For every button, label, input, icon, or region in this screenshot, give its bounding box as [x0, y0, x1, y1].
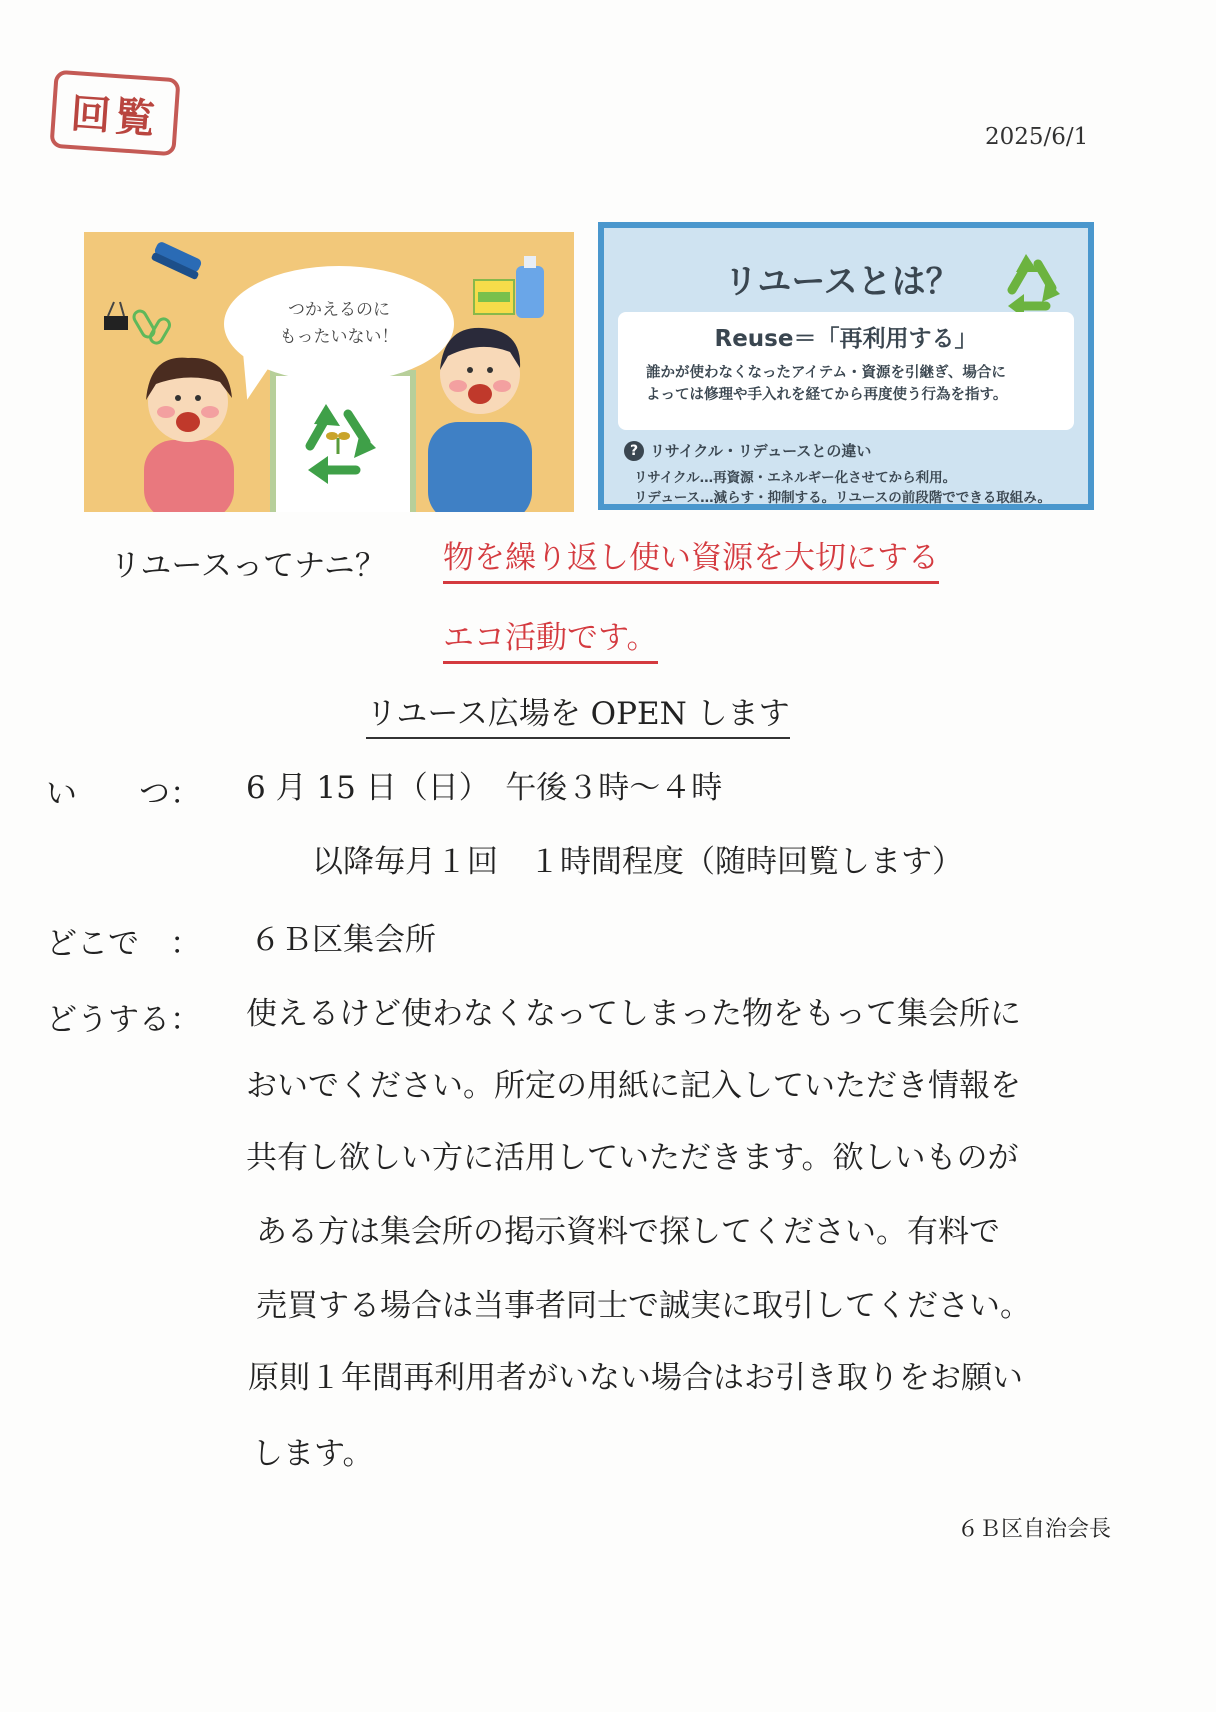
- signature: ６Ｂ区自治会長: [957, 1517, 1112, 1542]
- reuse-definition-heading: Reuse＝「再利用する」: [714, 326, 978, 352]
- speech-bubble-line1: つかえるのに: [288, 299, 390, 320]
- recycle-icon: [994, 246, 1068, 316]
- intro-answer-line1: 物を繰り返し使い資源を大切にする: [443, 532, 939, 584]
- headline: リユース広場を OPEN します: [366, 688, 790, 739]
- how-line-6: 原則１年間再利用者がいない場合はお引き取りをお願い: [248, 1360, 1023, 1396]
- intro-question: リユースってナニ？: [110, 548, 386, 584]
- reuse-definition-text: [646, 362, 1066, 407]
- how-line-2: おいでください。所定の用紙に記入していただき情報を: [246, 1068, 1021, 1104]
- reduce-definition: リデュース…減らす・抑制する。リユースの前段階でできる取組み。: [634, 490, 1052, 506]
- where-value: ６Ｂ区集会所: [250, 922, 436, 958]
- recycle-mark-overlay: [84, 232, 574, 512]
- how-line-3: 共有し欲しい方に活用していただきます。欲しいものが: [246, 1140, 1019, 1176]
- when-label: い つ：: [46, 776, 201, 812]
- reuse-definition-box: [618, 312, 1074, 430]
- difference-heading-text: リサイクル・リデュースとの違い: [650, 442, 872, 460]
- document-date: 2025/6/1: [985, 124, 1089, 150]
- question-icon: ?: [624, 441, 644, 461]
- difference-heading: [624, 440, 871, 461]
- intro-answer-line2: エコ活動です。: [443, 612, 658, 664]
- reuse-definition-line1: 誰かが使わなくなったアイテム・資源を引継ぎ、場合に: [646, 365, 1006, 381]
- circulation-stamp: 回覧: [49, 70, 180, 157]
- how-line-1: 使えるけど使わなくなってしまった物をもって集会所に: [246, 996, 1021, 1032]
- speech-bubble-line2: もったいない！: [279, 327, 399, 347]
- recycle-definition: リサイクル…再資源・エネルギー化させてから利用。: [634, 470, 957, 486]
- how-line-7: します。: [252, 1436, 374, 1472]
- reuse-definition-line2: よっては修理や手入れを経てから再度使う行為を指す。: [646, 387, 1008, 404]
- how-line-5: 売買する場合は当事者同士で誠実に取引してください。: [256, 1288, 1031, 1324]
- when-date: 6 月 15 日（日） 午後３時～４時: [246, 770, 723, 806]
- how-label: どうする：: [46, 1002, 201, 1038]
- reuse-info-panel: [598, 222, 1094, 510]
- when-frequency: 以降毎月１回 １時間程度（随時回覧します）: [312, 844, 963, 880]
- where-label: どこで ：: [46, 926, 201, 962]
- how-line-4: ある方は集会所の掲示資料で探してください。有料で: [256, 1214, 1000, 1250]
- panel-title: リユースとは？: [724, 262, 960, 302]
